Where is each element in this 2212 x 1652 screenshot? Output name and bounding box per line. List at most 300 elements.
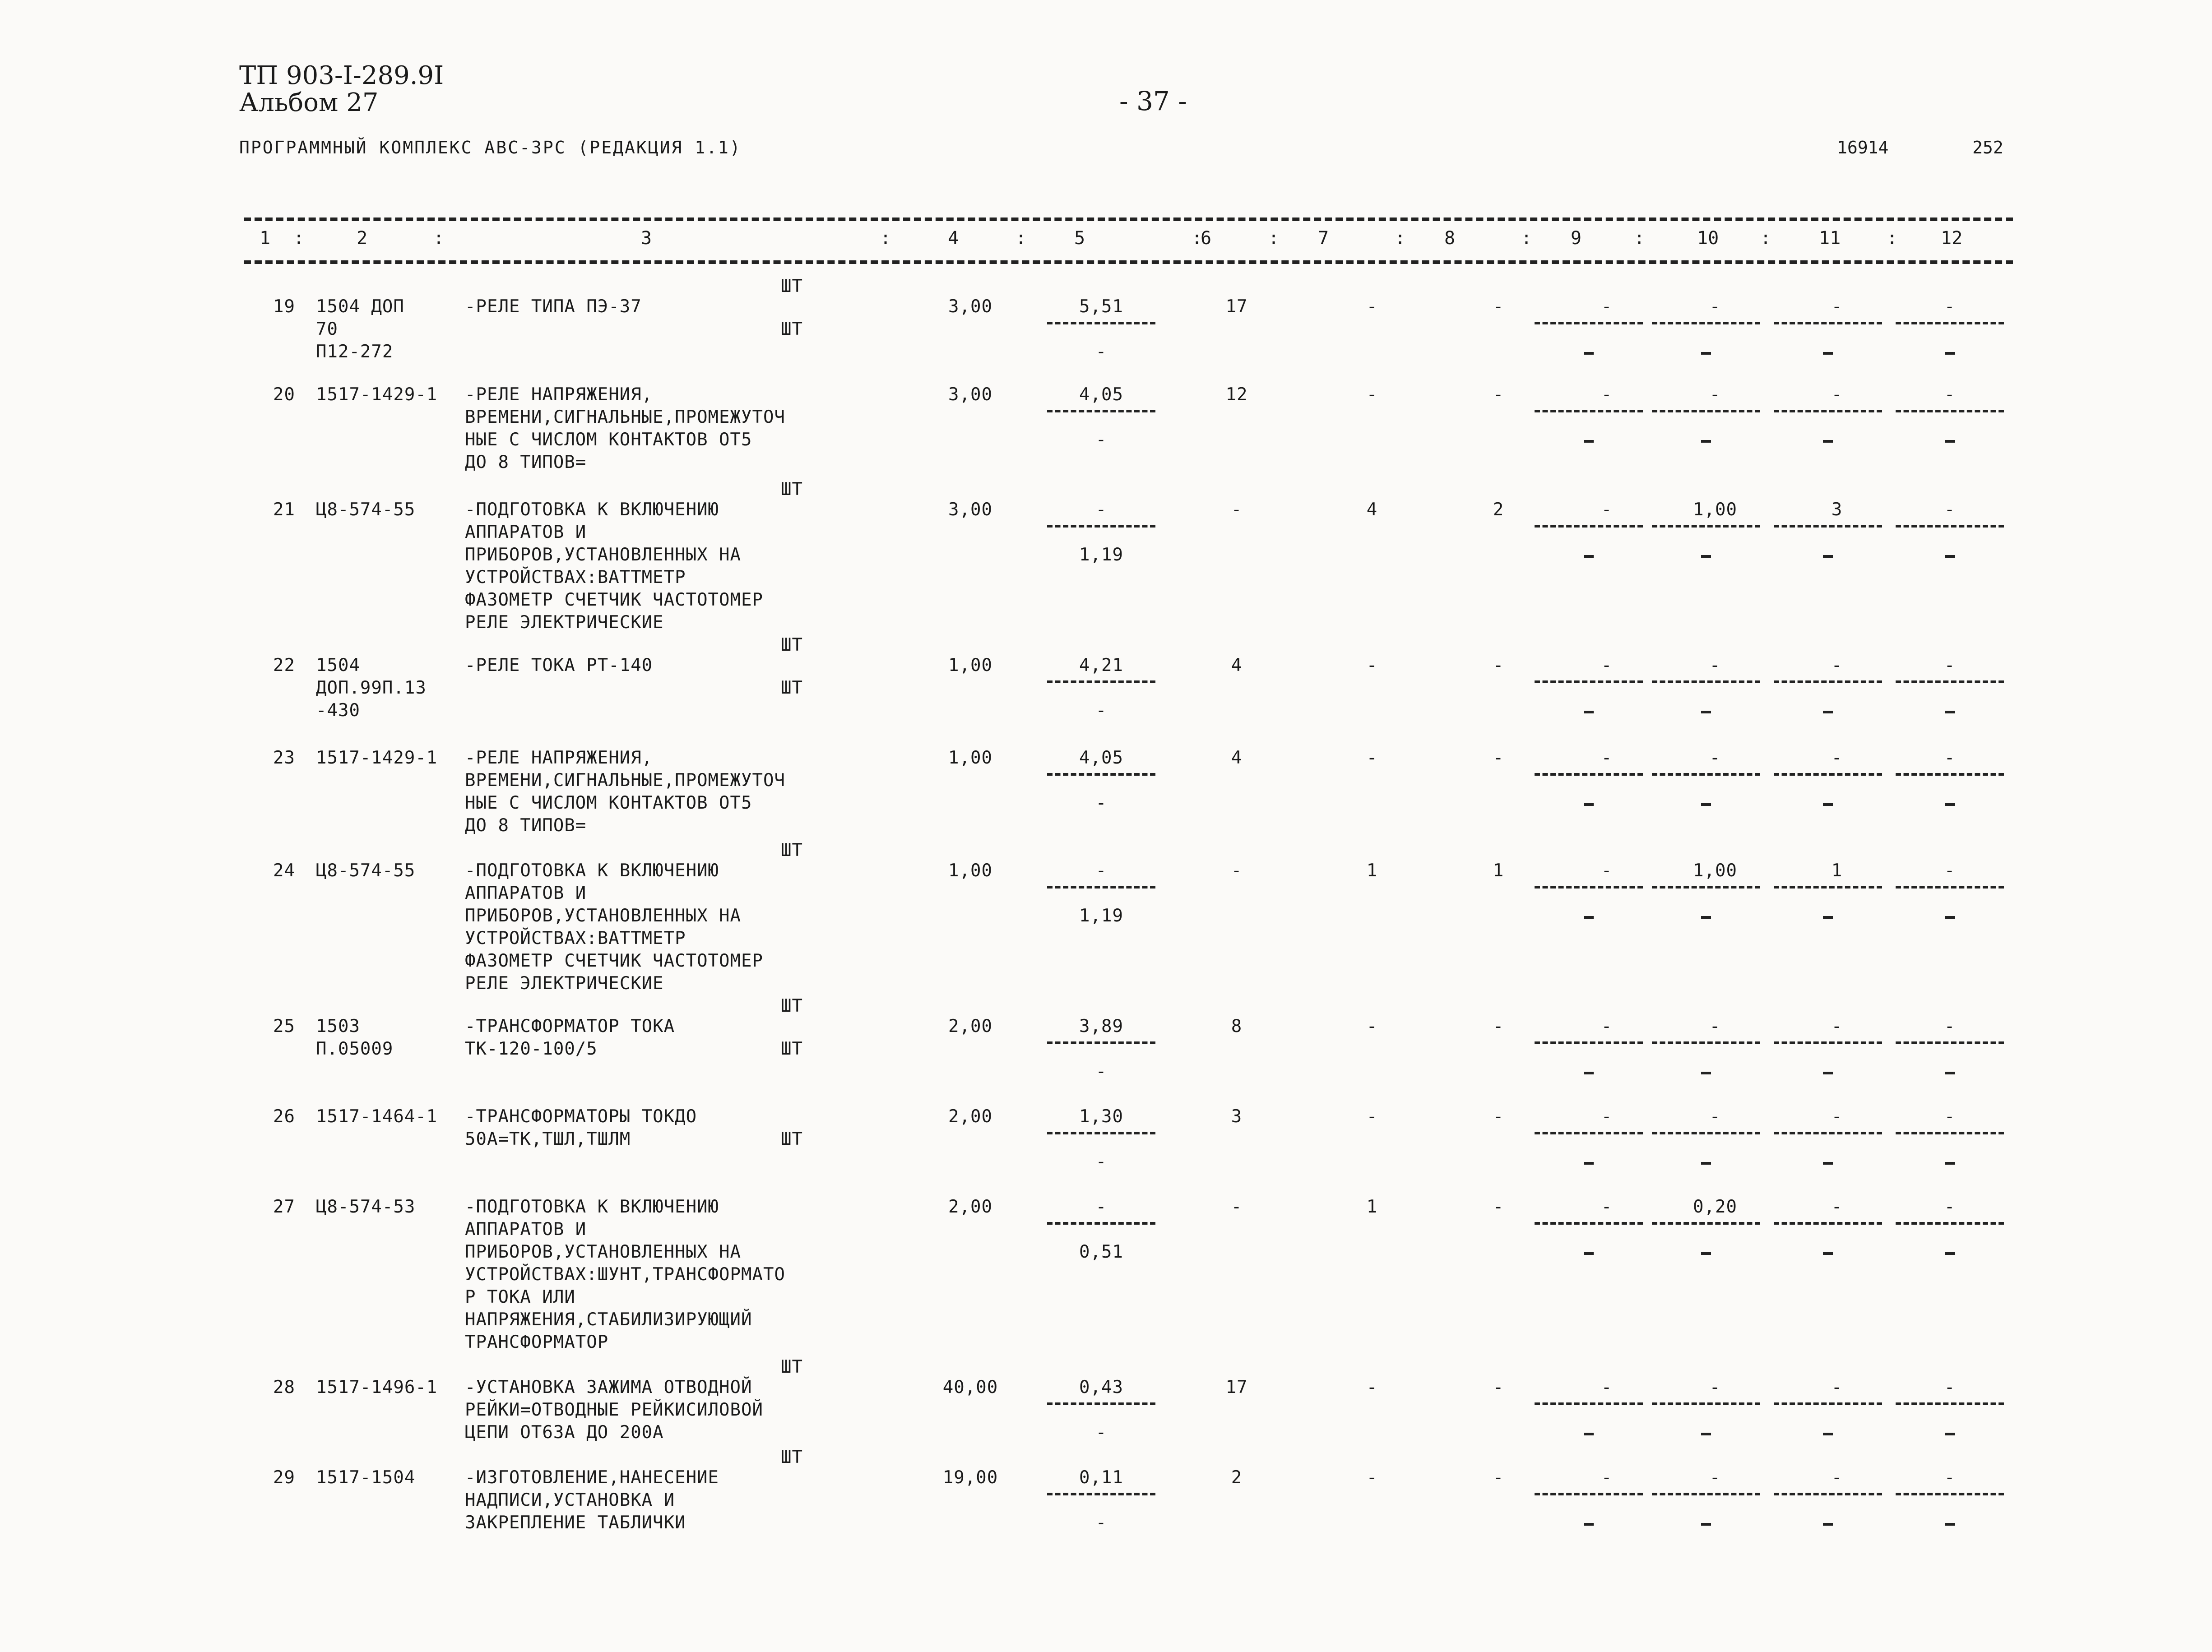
cost-cell-c9: - (1601, 1377, 1613, 1397)
row-number: 27 (273, 1197, 295, 1217)
item-code: 70 (316, 319, 338, 339)
unit-cost: 0,11 (1079, 1467, 1123, 1488)
item-code: -430 (316, 700, 360, 721)
cost-cell-c7: - (1366, 1016, 1378, 1037)
cost-cell-c9: - (1601, 748, 1613, 768)
empty-value-mark (1584, 916, 1594, 919)
item-code: ДОП.99П.13 (316, 678, 427, 698)
column-header: 2 (357, 228, 368, 249)
unit-cost-labor: - (1095, 700, 1107, 721)
unit-cost-labor: - (1095, 1513, 1107, 1533)
unit-cost-labor: - (1095, 1422, 1107, 1443)
empty-value-mark (1701, 803, 1711, 806)
cell-divider (1047, 525, 1155, 528)
column-separator: : (1521, 228, 1532, 249)
empty-value-mark (1701, 1252, 1711, 1255)
cell-divider (1896, 410, 2004, 412)
cell-divider (1652, 886, 1760, 888)
cost-cell-c12: - (1944, 748, 1956, 768)
cell-divider (1896, 1222, 2004, 1225)
item-description: ФАЗОМЕТР СЧЕТЧИК ЧАСТОТОМЕР (465, 951, 763, 971)
row-number: 29 (273, 1467, 295, 1488)
row-number: 22 (273, 655, 295, 676)
unit-cost-labor: - (1095, 1152, 1107, 1172)
cost-cell-c6: 4 (1231, 748, 1243, 768)
empty-value-mark (1823, 1162, 1833, 1165)
cell-divider (1047, 1402, 1155, 1405)
cost-cell-c12: - (1944, 296, 1956, 317)
unit-cost: 5,51 (1079, 296, 1123, 317)
empty-value-mark (1584, 1252, 1594, 1255)
cost-cell-c6: - (1231, 1197, 1243, 1217)
cell-divider (1652, 1402, 1760, 1405)
cost-cell-c11: - (1831, 1377, 1843, 1397)
item-description: АППАРАТОВ И (465, 522, 587, 542)
cost-cell-c7: - (1366, 1467, 1378, 1488)
item-description: ПРИБОРОВ,УСТАНОВЛЕННЫХ НА (465, 906, 741, 926)
cost-cell-c6: - (1231, 500, 1243, 520)
item-code: П.05009 (316, 1039, 394, 1059)
unit-cost: 4,21 (1079, 655, 1123, 676)
empty-value-mark (1701, 711, 1711, 713)
unit-label: ШТ (781, 319, 803, 339)
column-header: 11 (1819, 228, 1841, 249)
cost-cell-c12: - (1944, 1197, 1956, 1217)
empty-value-mark (1701, 352, 1711, 355)
quantity: 3,00 (948, 384, 992, 405)
item-description: -ТРАНСФОРМАТОР ТОКА (465, 1016, 675, 1037)
cost-cell-c11: - (1831, 1197, 1843, 1217)
cost-cell-c7: - (1366, 655, 1378, 676)
item-description: РЕЙКИ=ОТВОДНЫЕ РЕЙКИСИЛОВОЙ (465, 1400, 763, 1420)
item-description: АППАРАТОВ И (465, 1219, 587, 1240)
cost-cell-c6: 8 (1231, 1016, 1243, 1037)
item-code: 1503 (316, 1016, 360, 1037)
empty-value-mark (1823, 711, 1833, 713)
empty-value-mark (1823, 1433, 1833, 1435)
cell-divider (1896, 1493, 2004, 1495)
cost-cell-c10: - (1709, 1106, 1721, 1127)
cell-divider (1047, 773, 1155, 776)
empty-value-mark (1945, 352, 1955, 355)
empty-value-mark (1823, 1252, 1833, 1255)
cost-cell-c8: - (1493, 1106, 1504, 1127)
row-number: 28 (273, 1377, 295, 1397)
cost-cell-c9: - (1601, 1016, 1613, 1037)
page-number: - 37 - (1119, 86, 1187, 116)
item-code: 1517-1429-1 (316, 384, 438, 405)
empty-value-mark (1701, 440, 1711, 443)
item-code: 1517-1464-1 (316, 1106, 438, 1127)
cell-divider (1535, 1132, 1643, 1134)
cost-cell-c8: - (1493, 1016, 1504, 1037)
cell-divider (1652, 1132, 1760, 1134)
cost-cell-c8: 1 (1493, 861, 1504, 881)
unit-label: ШТ (781, 996, 803, 1016)
cell-divider (1774, 1132, 1882, 1134)
empty-value-mark (1945, 803, 1955, 806)
cost-cell-c8: - (1493, 748, 1504, 768)
cell-divider (1774, 322, 1882, 324)
item-description: -ИЗГОТОВЛЕНИЕ,НАНЕСЕНИЕ (465, 1467, 719, 1488)
cost-cell-c12: - (1944, 384, 1956, 405)
cell-divider (1896, 680, 2004, 683)
quantity: 1,00 (948, 748, 992, 768)
cost-cell-c11: - (1831, 1467, 1843, 1488)
column-separator: : (1395, 228, 1406, 249)
column-header: 10 (1697, 228, 1719, 249)
cell-divider (1535, 410, 1643, 412)
unit-cost: 4,05 (1079, 748, 1123, 768)
item-code: Ц8-574-55 (316, 861, 416, 881)
unit-cost: - (1095, 861, 1107, 881)
empty-value-mark (1823, 352, 1833, 355)
cost-cell-c8: - (1493, 1377, 1504, 1397)
cell-divider (1047, 410, 1155, 412)
item-description: ЦЕПИ ОТ63А ДО 200А (465, 1422, 664, 1443)
empty-value-mark (1584, 352, 1594, 355)
cost-cell-c11: - (1831, 1106, 1843, 1127)
cost-cell-c9: - (1601, 861, 1613, 881)
cost-cell-c7: 4 (1366, 500, 1378, 520)
column-header: 1 (260, 228, 271, 249)
cost-cell-c12: - (1944, 861, 1956, 881)
cost-cell-c12: - (1944, 1467, 1956, 1488)
cost-cell-c8: 2 (1493, 500, 1504, 520)
cost-cell-c6: - (1231, 861, 1243, 881)
cost-cell-c12: - (1944, 655, 1956, 676)
empty-value-mark (1701, 1162, 1711, 1165)
row-number: 25 (273, 1016, 295, 1037)
cost-cell-c6: 17 (1225, 1377, 1248, 1397)
cost-cell-c8: - (1493, 1197, 1504, 1217)
unit-cost-labor: - (1095, 430, 1107, 450)
empty-value-mark (1584, 555, 1594, 558)
unit-label: ШТ (781, 276, 803, 296)
item-description: -ПОДГОТОВКА К ВКЛЮЧЕНИЮ (465, 1197, 719, 1217)
item-description: ПРИБОРОВ,УСТАНОВЛЕННЫХ НА (465, 545, 741, 565)
cell-divider (1535, 525, 1643, 528)
item-description: НАДПИСИ,УСТАНОВКА И (465, 1490, 675, 1510)
cost-cell-c6: 17 (1225, 296, 1248, 317)
cell-divider (1047, 322, 1155, 324)
item-description: НЫЕ С ЧИСЛОМ КОНТАКТОВ ОТ5 (465, 793, 752, 813)
empty-value-mark (1701, 555, 1711, 558)
empty-value-mark (1823, 803, 1833, 806)
cost-cell-c9: - (1601, 655, 1613, 676)
empty-value-mark (1945, 916, 1955, 919)
row-number: 19 (273, 296, 295, 317)
cell-divider (1896, 1041, 2004, 1044)
unit-cost: 3,89 (1079, 1016, 1123, 1037)
cost-cell-c7: - (1366, 748, 1378, 768)
quantity: 19,00 (942, 1467, 998, 1488)
unit-cost-labor: 1,19 (1079, 906, 1123, 926)
cost-cell-c11: - (1831, 296, 1843, 317)
quantity: 3,00 (948, 500, 992, 520)
item-code: 1517-1429-1 (316, 748, 438, 768)
row-number: 26 (273, 1106, 295, 1127)
unit-label: ШТ (781, 635, 803, 655)
document-id: ТП 903-I-289.9I (239, 61, 444, 90)
item-code: Ц8-574-53 (316, 1197, 416, 1217)
item-description: ВРЕМЕНИ,СИГНАЛЬНЫЕ,ПРОМЕЖУТОЧ (465, 407, 785, 427)
column-header: 6 (1201, 228, 1212, 249)
item-description: АППАРАТОВ И (465, 883, 587, 903)
column-header: 4 (948, 228, 959, 249)
column-separator: : (293, 228, 305, 249)
cost-cell-c7: - (1366, 1106, 1378, 1127)
item-description: -РЕЛЕ ТИПА ПЭ-37 (465, 296, 642, 317)
cell-divider (1774, 1493, 1882, 1495)
empty-value-mark (1584, 440, 1594, 443)
cost-cell-c10: - (1709, 296, 1721, 317)
item-description: -ПОДГОТОВКА К ВКЛЮЧЕНИЮ (465, 500, 719, 520)
item-description: -РЕЛЕ НАПРЯЖЕНИЯ, (465, 748, 653, 768)
quantity: 2,00 (948, 1016, 992, 1037)
cell-divider (1047, 1041, 1155, 1044)
cell-divider (1652, 680, 1760, 683)
empty-value-mark (1584, 1162, 1594, 1165)
cost-cell-c8: - (1493, 384, 1504, 405)
empty-value-mark (1584, 1072, 1594, 1074)
row-number: 20 (273, 384, 295, 405)
cost-cell-c11: - (1831, 1016, 1843, 1037)
column-separator: : (433, 228, 445, 249)
item-description: -РЕЛЕ НАПРЯЖЕНИЯ, (465, 384, 653, 405)
cost-cell-c7: - (1366, 296, 1378, 317)
quantity: 2,00 (948, 1197, 992, 1217)
cell-divider (1652, 773, 1760, 776)
empty-value-mark (1584, 1523, 1594, 1526)
cost-cell-c9: - (1601, 1197, 1613, 1217)
cell-divider (1896, 1132, 2004, 1134)
empty-value-mark (1701, 1072, 1711, 1074)
item-description: Р ТОКА ИЛИ (465, 1287, 575, 1307)
cell-divider (1535, 1041, 1643, 1044)
reference-number: 16914 (1837, 138, 1889, 157)
empty-value-mark (1823, 916, 1833, 919)
item-code: П12-272 (316, 342, 394, 362)
cost-cell-c10: - (1709, 1016, 1721, 1037)
cost-cell-c7: - (1366, 384, 1378, 405)
column-header: 9 (1571, 228, 1582, 249)
empty-value-mark (1823, 1523, 1833, 1526)
empty-value-mark (1701, 916, 1711, 919)
cell-divider (1652, 525, 1760, 528)
table-top-rule (244, 217, 2013, 221)
table-header-rule (244, 260, 2013, 264)
empty-value-mark (1584, 711, 1594, 713)
unit-label: ШТ (781, 840, 803, 861)
cost-cell-c8: - (1493, 1467, 1504, 1488)
empty-value-mark (1945, 1433, 1955, 1435)
column-separator: : (1016, 228, 1027, 249)
cost-cell-c10: - (1709, 748, 1721, 768)
cost-cell-c11: 3 (1831, 500, 1843, 520)
unit-cost: 0,43 (1079, 1377, 1123, 1397)
cost-cell-c8: - (1493, 296, 1504, 317)
cost-cell-c9: - (1601, 500, 1613, 520)
sheet-number: 252 (1972, 138, 2003, 157)
cell-divider (1535, 1222, 1643, 1225)
item-description: ФАЗОМЕТР СЧЕТЧИК ЧАСТОТОМЕР (465, 590, 763, 610)
quantity: 2,00 (948, 1106, 992, 1127)
unit-cost-labor: - (1095, 1061, 1107, 1082)
row-number: 24 (273, 861, 295, 881)
item-description: УСТРОЙСТВАХ:ВАТТМЕТР (465, 567, 686, 588)
item-description: ПРИБОРОВ,УСТАНОВЛЕННЫХ НА (465, 1242, 741, 1262)
item-description: -ПОДГОТОВКА К ВКЛЮЧЕНИЮ (465, 861, 719, 881)
cost-cell-c11: - (1831, 655, 1843, 676)
unit-label: ШТ (781, 1357, 803, 1377)
unit-cost: 1,30 (1079, 1106, 1123, 1127)
unit-cost: - (1095, 1197, 1107, 1217)
cell-divider (1774, 525, 1882, 528)
row-number: 21 (273, 500, 295, 520)
cell-divider (1047, 1132, 1155, 1134)
cost-cell-c11: 1 (1831, 861, 1843, 881)
cell-divider (1652, 322, 1760, 324)
empty-value-mark (1945, 1523, 1955, 1526)
cell-divider (1652, 410, 1760, 412)
empty-value-mark (1584, 1433, 1594, 1435)
column-header: 7 (1318, 228, 1329, 249)
unit-cost-labor: - (1095, 793, 1107, 813)
unit-cost-labor: 0,51 (1079, 1242, 1123, 1262)
empty-value-mark (1823, 1072, 1833, 1074)
column-separator: : (880, 228, 891, 249)
cost-cell-c6: 3 (1231, 1106, 1243, 1127)
cost-cell-c12: - (1944, 500, 1956, 520)
item-description: ДО 8 ТИПОВ= (465, 452, 587, 472)
item-description: -УСТАНОВКА ЗАЖИМА ОТВОДНОЙ (465, 1377, 752, 1397)
cell-divider (1535, 322, 1643, 324)
item-code: 1517-1504 (316, 1467, 416, 1488)
cost-cell-c7: - (1366, 1377, 1378, 1397)
cost-cell-c11: - (1831, 748, 1843, 768)
cost-cell-c12: - (1944, 1016, 1956, 1037)
unit-cost-labor: - (1095, 342, 1107, 362)
item-description: НАПРЯЖЕНИЯ,СТАБИЛИЗИРУЮЩИЙ (465, 1310, 752, 1330)
empty-value-mark (1584, 803, 1594, 806)
quantity: 1,00 (948, 655, 992, 676)
cell-divider (1774, 1402, 1882, 1405)
unit-label: ШТ (781, 479, 803, 500)
cell-divider (1652, 1222, 1760, 1225)
empty-value-mark (1701, 1433, 1711, 1435)
item-description: ДО 8 ТИПОВ= (465, 815, 587, 836)
cell-divider (1047, 886, 1155, 888)
cost-cell-c10: 1,00 (1693, 500, 1737, 520)
cell-divider (1774, 1041, 1882, 1044)
quantity: 40,00 (942, 1377, 998, 1397)
unit-cost-labor: 1,19 (1079, 545, 1123, 565)
empty-value-mark (1701, 1523, 1711, 1526)
cost-cell-c10: 1,00 (1693, 861, 1737, 881)
item-description: -ТРАНСФОРМАТОРЫ ТОКДО (465, 1106, 697, 1127)
item-description: НЫЕ С ЧИСЛОМ КОНТАКТОВ ОТ5 (465, 430, 752, 450)
cost-cell-c11: - (1831, 384, 1843, 405)
column-separator: : (1887, 228, 1898, 249)
item-description: ЗАКРЕПЛЕНИЕ ТАБЛИЧКИ (465, 1513, 686, 1533)
item-description: ТК-120-100/5 (465, 1039, 598, 1059)
cell-divider (1652, 1493, 1760, 1495)
item-code: 1517-1496-1 (316, 1377, 438, 1397)
column-separator: : (1634, 228, 1645, 249)
item-description: РЕЛЕ ЭЛЕКТРИЧЕСКИЕ (465, 612, 664, 633)
empty-value-mark (1945, 555, 1955, 558)
unit-label: ШТ (781, 1129, 803, 1149)
quantity: 1,00 (948, 861, 992, 881)
column-header: 12 (1941, 228, 1963, 249)
cost-cell-c10: - (1709, 1467, 1721, 1488)
cell-divider (1774, 886, 1882, 888)
cell-divider (1896, 322, 2004, 324)
cost-cell-c6: 4 (1231, 655, 1243, 676)
item-code: Ц8-574-55 (316, 500, 416, 520)
column-separator: : (1192, 228, 1203, 249)
empty-value-mark (1945, 1072, 1955, 1074)
column-header: 3 (641, 228, 652, 249)
empty-value-mark (1945, 1162, 1955, 1165)
item-description: РЕЛЕ ЭЛЕКТРИЧЕСКИЕ (465, 973, 664, 994)
cell-divider (1535, 680, 1643, 683)
cost-cell-c9: - (1601, 1106, 1613, 1127)
cell-divider (1774, 410, 1882, 412)
cost-cell-c10: 0,20 (1693, 1197, 1737, 1217)
cost-cell-c12: - (1944, 1106, 1956, 1127)
program-title: ПРОГРАММНЫЙ КОМПЛЕКС АВС-3РС (РЕДАКЦИЯ 1.1) (239, 138, 742, 157)
cost-cell-c8: - (1493, 655, 1504, 676)
unit-cost: 4,05 (1079, 384, 1123, 405)
item-description: УСТРОЙСТВАХ:ВАТТМЕТР (465, 928, 686, 949)
cell-divider (1047, 1493, 1155, 1495)
cell-divider (1774, 680, 1882, 683)
cell-divider (1047, 1222, 1155, 1225)
cell-divider (1535, 886, 1643, 888)
item-description: ВРЕМЕНИ,СИГНАЛЬНЫЕ,ПРОМЕЖУТОЧ (465, 770, 785, 791)
item-code: 1504 (316, 655, 360, 676)
column-header: 8 (1444, 228, 1456, 249)
album-label: Альбом 27 (239, 88, 379, 117)
column-separator: : (1268, 228, 1280, 249)
item-code: 1504 ДОП (316, 296, 404, 317)
item-description: ТРАНСФОРМАТОР (465, 1332, 609, 1352)
empty-value-mark (1823, 440, 1833, 443)
row-number: 23 (273, 748, 295, 768)
cost-cell-c10: - (1709, 655, 1721, 676)
cell-divider (1535, 1493, 1643, 1495)
unit-label: ШТ (781, 678, 803, 698)
empty-value-mark (1945, 440, 1955, 443)
cost-cell-c9: - (1601, 296, 1613, 317)
cell-divider (1774, 773, 1882, 776)
cell-divider (1774, 1222, 1882, 1225)
cell-divider (1047, 680, 1155, 683)
unit-label: ШТ (781, 1039, 803, 1059)
cell-divider (1652, 1041, 1760, 1044)
cost-cell-c6: 12 (1225, 384, 1248, 405)
empty-value-mark (1945, 711, 1955, 713)
cost-cell-c9: - (1601, 1467, 1613, 1488)
quantity: 3,00 (948, 296, 992, 317)
empty-value-mark (1945, 1252, 1955, 1255)
cost-cell-c10: - (1709, 1377, 1721, 1397)
item-description: УСТРОЙСТВАХ:ШУНТ,ТРАНСФОРМАТО (465, 1264, 785, 1285)
column-separator: : (1760, 228, 1771, 249)
cost-cell-c6: 2 (1231, 1467, 1243, 1488)
